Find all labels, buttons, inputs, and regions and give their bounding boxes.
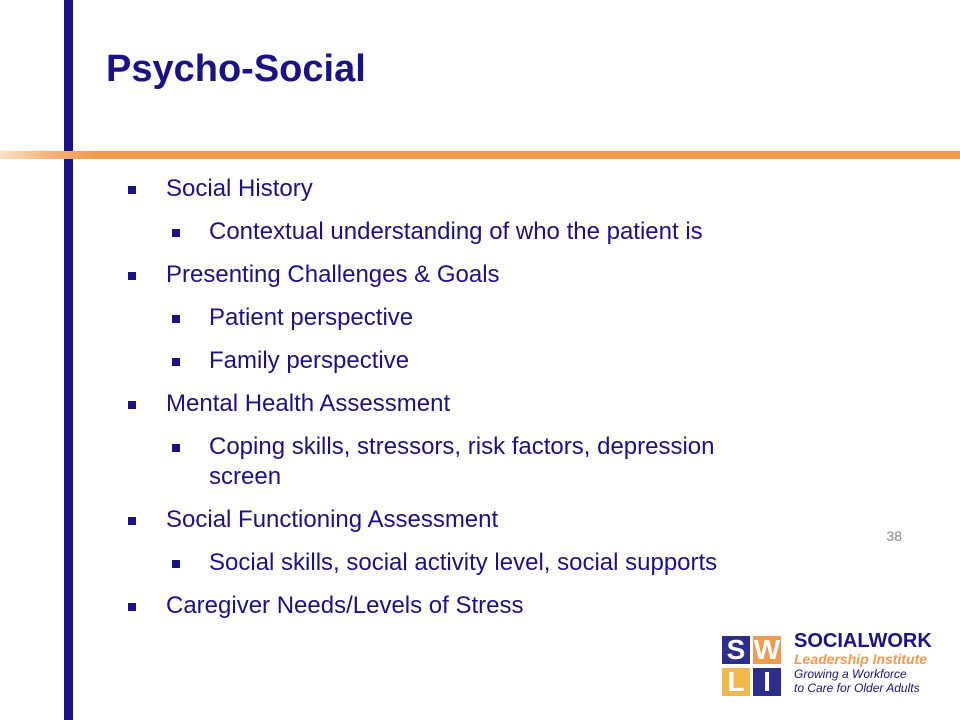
- logo-name-line1: SOCIALWORK: [794, 630, 932, 652]
- square-bullet-icon: [172, 560, 180, 568]
- sub-bullet-text: Family perspective: [209, 347, 410, 374]
- square-bullet-icon: [128, 517, 136, 525]
- logo-letter-l: L: [722, 668, 750, 696]
- logo-letter-s: S: [722, 636, 750, 664]
- title-divider-bar: [0, 151, 960, 159]
- sub-bullet-text: Coping skills, stressors, risk factors, depression screen: [209, 433, 715, 490]
- bullet-item: [128, 174, 908, 204]
- social-work-leadership-institute-logo: [722, 628, 954, 708]
- logo-name-line2: Leadership Institute: [794, 651, 928, 667]
- square-bullet-icon: [172, 229, 180, 237]
- slide-title: Psycho-Social: [106, 48, 366, 90]
- sub-bullet-item: [128, 548, 769, 578]
- bullet-item: [128, 260, 908, 290]
- square-bullet-icon: [172, 315, 180, 323]
- square-bullet-icon: [128, 603, 136, 611]
- square-bullet-icon: [128, 186, 136, 194]
- square-bullet-icon: [128, 272, 136, 280]
- bullet-item: [128, 505, 908, 535]
- sub-bullet-item: [128, 432, 769, 492]
- bullet-text: Social Functioning Assessment: [166, 506, 499, 533]
- bullet-list: [128, 174, 908, 634]
- bullet-text: Presenting Challenges & Goals: [166, 261, 500, 288]
- sub-bullet-text: Contextual understanding of who the patient is: [209, 218, 703, 245]
- bullet-item: [128, 389, 908, 419]
- square-bullet-icon: [172, 358, 180, 366]
- sub-bullet-text: Social skills, social activity level, social supports: [209, 549, 718, 576]
- logo-wordmark: [794, 630, 932, 695]
- bullet-text: Social History: [166, 175, 313, 202]
- logo-tagline-line1: Growing a Workforce: [794, 667, 907, 681]
- sub-bullet-item: [128, 217, 908, 247]
- logo-letter-w: W: [753, 634, 781, 665]
- square-bullet-icon: [172, 444, 180, 452]
- bullet-text: Mental Health Assessment: [166, 390, 451, 417]
- bullet-text: Caregiver Needs/Levels of Stress: [166, 592, 524, 619]
- left-vertical-accent-bar: [64, 0, 73, 720]
- logo-tagline-line2: to Care for Older Adults: [794, 681, 920, 695]
- square-bullet-icon: [128, 401, 136, 409]
- sub-bullet-item: [128, 303, 908, 333]
- logo-letter-i: I: [753, 668, 781, 696]
- sub-bullet-item: [128, 346, 908, 376]
- slide-number: 38: [886, 528, 902, 544]
- sub-bullet-text: Patient perspective: [209, 304, 414, 331]
- bullet-item: [128, 591, 908, 621]
